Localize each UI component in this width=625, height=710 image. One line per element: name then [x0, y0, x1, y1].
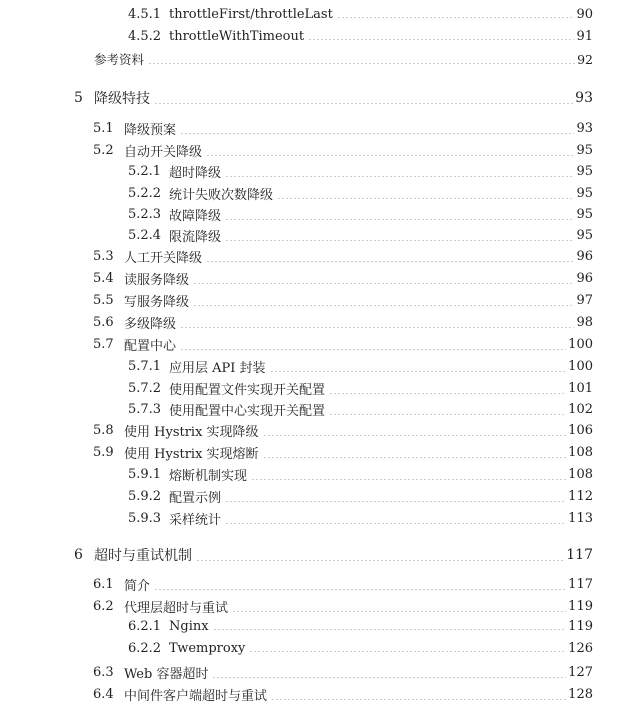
toc-entry[interactable]: [0, 205, 625, 224]
toc-entry-number: 5: [74, 90, 83, 106]
toc-entry-title: 简介: [124, 579, 151, 594]
toc-entry-number: 6: [74, 547, 83, 563]
dot-leader: [270, 371, 567, 372]
toc-entry-title: 读服务降级: [124, 273, 190, 288]
toc-entry-page: 119: [568, 619, 593, 634]
toc-entry[interactable]: [0, 50, 625, 68]
dot-leader: [180, 349, 566, 350]
toc-entry-title: 使用 Hystrix 实现熔断: [124, 447, 259, 462]
toc-entry[interactable]: [0, 443, 625, 462]
toc-entry-number: 5.2.1: [128, 164, 162, 179]
toc-entry-title: 使用配置中心实现开关配置: [169, 404, 326, 419]
dot-leader: [148, 63, 575, 64]
toc-entry[interactable]: [0, 269, 625, 288]
dot-leader: [329, 393, 566, 394]
toc-entry[interactable]: [0, 88, 625, 108]
toc-entry[interactable]: [0, 313, 625, 332]
toc-entry-number: 5.2.2: [128, 186, 162, 201]
toc-entry-title: Nginx: [169, 619, 209, 634]
toc-entry-title: Web 容器超时: [124, 667, 209, 682]
toc-entry[interactable]: [0, 641, 625, 656]
toc-entry-title: 参考资料: [94, 52, 145, 67]
toc-entry-title: 采样统计: [169, 513, 222, 528]
toc-entry-page: 90: [576, 7, 593, 22]
dot-leader: [212, 677, 566, 678]
toc-entry[interactable]: [0, 545, 625, 565]
toc-entry-title: 超时与重试机制: [94, 548, 192, 564]
toc-entry-page: 95: [576, 228, 593, 243]
toc-entry-title: 限流降级: [169, 230, 222, 245]
toc-entry-page: 100: [568, 359, 593, 374]
toc-entry-number: 5.3: [93, 249, 114, 264]
toc-entry-page: 98: [576, 315, 593, 330]
toc-entry-number: 5.7.3: [128, 402, 162, 417]
dot-leader: [249, 651, 566, 652]
toc-entry-title: 人工开关降级: [124, 251, 203, 266]
toc-entry-title: 自动开关降级: [124, 145, 203, 160]
toc-entry-page: 95: [576, 186, 593, 201]
toc-entry-page: 92: [577, 51, 593, 67]
dot-leader: [225, 501, 566, 502]
dot-leader: [180, 327, 574, 328]
toc-entry[interactable]: [0, 421, 625, 440]
dot-leader: [271, 699, 566, 700]
dot-leader: [154, 589, 566, 590]
toc-entry[interactable]: [0, 487, 625, 506]
dot-leader: [329, 414, 566, 415]
toc-entry-title: 降级特技: [94, 91, 150, 107]
toc-entry-number: 5.2: [93, 143, 114, 158]
toc-entry-page: 106: [568, 423, 593, 438]
toc-entry-page: 93: [575, 90, 593, 106]
dot-leader: [206, 155, 574, 156]
toc-entry-number: 5.1: [93, 121, 114, 136]
toc-entry[interactable]: [0, 247, 625, 266]
toc-entry-number: 5.2.4: [128, 228, 162, 243]
toc-entry-title: 使用 Hystrix 实现降级: [124, 425, 259, 440]
dot-leader: [308, 39, 574, 40]
dot-leader: [213, 629, 567, 630]
toc-entry-number: 5.9.3: [128, 511, 162, 526]
toc-entry-number: 4.5.2: [128, 29, 162, 44]
dot-leader: [225, 219, 574, 220]
dot-leader: [263, 435, 567, 436]
toc-entry[interactable]: [0, 663, 625, 682]
toc-entry[interactable]: [0, 141, 625, 160]
toc-entry-title: 熔断机制实现: [169, 469, 248, 484]
toc-entry[interactable]: [0, 619, 625, 634]
toc-entry-page: 108: [568, 467, 593, 482]
toc-entry-number: 5.6: [93, 315, 114, 330]
toc-entry-number: 6.2: [93, 599, 114, 614]
toc-entry[interactable]: [0, 400, 625, 419]
dot-leader: [154, 103, 573, 104]
toc-entry[interactable]: [0, 465, 625, 484]
toc-entry-title: 故障降级: [169, 209, 222, 224]
toc-entry-title: 超时降级: [169, 166, 222, 181]
toc-entry-title: 代理层超时与重试: [124, 601, 229, 616]
dot-leader: [251, 479, 566, 480]
toc-entry-number: 4.5.1: [128, 7, 162, 22]
toc-entry-title: 配置示例: [169, 491, 222, 506]
toc-entry-page: 112: [568, 489, 593, 504]
toc-entry[interactable]: [0, 597, 625, 616]
toc-entry[interactable]: [0, 575, 625, 594]
toc-entry[interactable]: [0, 184, 625, 203]
toc-entry[interactable]: [0, 509, 625, 528]
dot-leader: [180, 133, 574, 134]
toc-entry-page: 97: [576, 293, 593, 308]
toc-entry[interactable]: [0, 119, 625, 138]
toc-entry-number: 5.9.2: [128, 489, 162, 504]
toc-entry-number: 6.2.1: [128, 619, 162, 634]
toc-entry[interactable]: [0, 162, 625, 181]
toc-entry-number: 5.8: [93, 423, 114, 438]
toc-entry-title: 多级降级: [124, 317, 177, 332]
toc-entry-title: 应用层 API 封装: [169, 361, 266, 376]
toc-entry-page: 91: [576, 29, 593, 44]
toc-entry-title: 使用配置文件实现开关配置: [169, 383, 326, 398]
toc-entry-page: 101: [568, 381, 593, 396]
dot-leader: [206, 261, 574, 262]
toc-entry-page: 128: [568, 687, 593, 702]
toc-entry-page: 117: [566, 547, 593, 563]
dot-leader: [225, 523, 566, 524]
toc-entry[interactable]: [0, 379, 625, 398]
toc-entry-page: 113: [568, 511, 593, 526]
toc-entry-number: 5.5: [93, 293, 114, 308]
toc-entry-page: 93: [576, 121, 593, 136]
toc-entry[interactable]: [0, 335, 625, 354]
dot-leader: [225, 176, 574, 177]
dot-leader: [225, 240, 574, 241]
toc-entry[interactable]: [0, 357, 625, 376]
dot-leader: [337, 17, 575, 18]
toc-entry-page: 126: [568, 641, 593, 656]
toc-entry-number: 5.4: [93, 271, 114, 286]
toc-entry-title: 中间件客户端超时与重试: [124, 689, 268, 704]
dot-leader: [193, 283, 574, 284]
toc-entry[interactable]: [0, 7, 625, 22]
toc-entry-page: 119: [568, 599, 593, 614]
toc-entry[interactable]: [0, 685, 625, 704]
dot-leader: [196, 560, 564, 561]
dot-leader: [263, 457, 567, 458]
toc-entry-title: 降级预案: [124, 123, 177, 138]
toc-entry[interactable]: [0, 226, 625, 245]
toc-entry-number: 5.7.1: [128, 359, 162, 374]
toc-entry-page: 95: [576, 143, 593, 158]
toc-entry-title: 写服务降级: [124, 295, 190, 310]
toc-entry-title: 配置中心: [124, 339, 177, 354]
toc-entry-title: throttleWithTimeout: [169, 29, 305, 44]
toc-entry-title: Twemproxy: [169, 641, 246, 656]
dot-leader: [193, 305, 574, 306]
toc-entry-number: 6.1: [93, 577, 114, 592]
toc-entry-page: 102: [568, 402, 593, 417]
dot-leader: [232, 611, 566, 612]
toc-entry-number: 6.2.2: [128, 641, 162, 656]
toc-entry-title: 统计失败次数降级: [169, 188, 274, 203]
dot-leader: [277, 198, 574, 199]
toc-entry[interactable]: [0, 29, 625, 44]
toc-entry-number: 6.3: [93, 665, 114, 680]
toc-entry-page: 100: [568, 337, 593, 352]
toc-entry-number: 5.9.1: [128, 467, 162, 482]
toc-entry-number: 5.7.2: [128, 381, 162, 396]
toc-entry-number: 5.2.3: [128, 207, 162, 222]
toc-entry-page: 96: [576, 271, 593, 286]
toc-entry-page: 127: [568, 665, 593, 680]
toc-entry-number: 5.9: [93, 445, 114, 460]
toc-entry-page: 108: [568, 445, 593, 460]
toc-entry-page: 117: [568, 577, 593, 592]
toc-entry-page: 95: [576, 164, 593, 179]
toc-entry-number: 6.4: [93, 687, 114, 702]
toc-entry-number: 5.7: [93, 337, 114, 352]
toc-entry[interactable]: [0, 291, 625, 310]
toc-entry-page: 96: [576, 249, 593, 264]
toc-entry-title: throttleFirst/throttleLast: [169, 7, 333, 22]
toc-entry-page: 95: [576, 207, 593, 222]
